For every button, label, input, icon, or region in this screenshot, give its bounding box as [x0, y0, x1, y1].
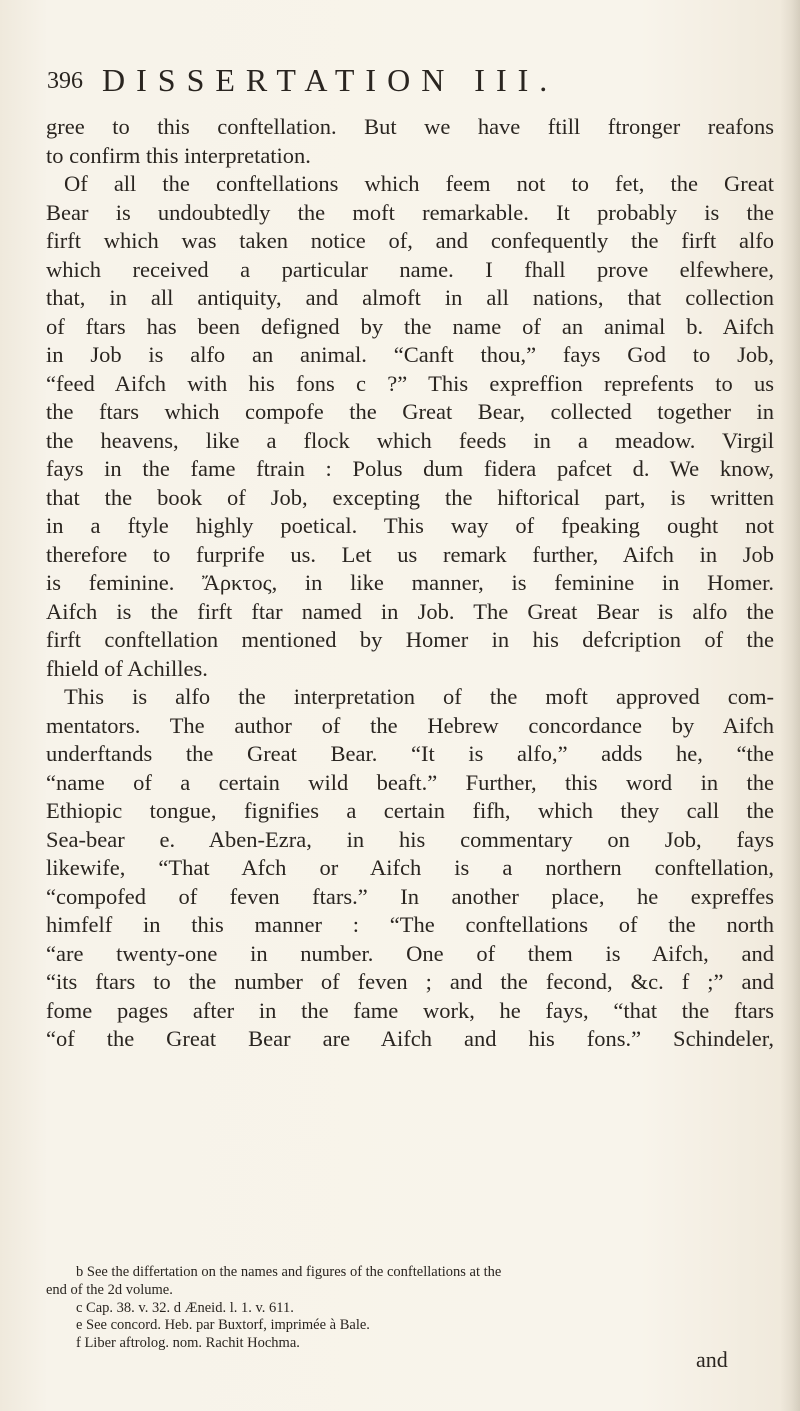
text-line: “its ftars to the number of feven ; and the fecond, &c. f ;” and — [46, 969, 774, 994]
text-line: “compofed of feven ftars.” In another place, he expreffes — [46, 883, 774, 909]
text-line: which received a particular name. I fhall prove elfewhere, — [46, 256, 774, 282]
text-line: Of all the conftellations which feem not to fet, the Great — [64, 171, 774, 196]
text-line: This is alfo the interpretation of the moft approved com- — [64, 684, 774, 709]
running-head: DISSERTATION III. — [102, 62, 559, 98]
text-line: to confirm this interpretation. — [46, 142, 311, 168]
text-line: gree to this conftellation. But we have ftill ftronger reafons — [46, 114, 774, 139]
text-line: “name of a certain wild beaft.” Further, this word in the — [46, 769, 774, 795]
text-line: himfelf in this manner : “The conftellations of the north — [46, 912, 774, 937]
page-edge-shadow — [780, 0, 800, 1411]
text-line: in Job is alfo an animal. “Canft thou,” fays God to Job, — [46, 342, 774, 367]
text-line: firft which was taken notice of, and confequently the firft alfo — [46, 228, 774, 253]
catchword: and — [696, 1347, 728, 1372]
page-header — [47, 62, 767, 102]
text-line: therefore to furprife us. Let us remark further, Aifch in Job — [46, 541, 774, 567]
footnote: e See concord. Heb. par Buxtorf, imprimée à Bale. — [76, 1317, 370, 1334]
text-line: fhield of Achilles. — [46, 655, 208, 681]
footnote: b See the differtation on the names and figures of the conftellations at the — [76, 1264, 502, 1280]
text-line: that the book of Job, excepting the hiftorical part, is written — [46, 484, 774, 510]
text-line: Aifch is the firft ftar named in Job. The Great Bear is alfo the — [46, 598, 774, 624]
text-line: “feed Aifch with his fons c ?” This expreffion reprefents to us — [46, 370, 774, 396]
page-number: 396 — [47, 68, 83, 94]
text-line: the ftars which compofe the Great Bear, collected together in — [46, 399, 774, 424]
text-line: that, in all antiquity, and almoft in all nations, that collection — [46, 285, 774, 310]
text-line: is feminine. Ἄρκτος, in like manner, is feminine in Homer. — [46, 570, 774, 595]
text-line: underftands the Great Bear. “It is alfo,” adds he, “the — [46, 741, 774, 766]
text-line: mentators. The author of the Hebrew concordance by Aifch — [46, 712, 774, 738]
text-line: firft conftellation mentioned by Homer in his defcription of the — [46, 627, 774, 652]
footnote: f Liber aftrolog. nom. Rachit Hochma. — [76, 1335, 300, 1352]
text-line: in a ftyle highly poetical. This way of fpeaking ought not — [46, 513, 774, 538]
text-line: “are twenty-one in number. One of them is Aifch, and — [46, 940, 774, 966]
body-text — [46, 113, 774, 1054]
text-line: Bear is undoubtedly the moft remarkable. It probably is the — [46, 199, 774, 225]
text-line: fays in the fame ftrain : Polus dum fidera pafcet d. We know, — [46, 456, 774, 481]
text-line: the heavens, like a flock which feeds in a meadow. Virgil — [46, 427, 774, 453]
footnote: c Cap. 38. v. 32. d Æneid. l. 1. v. 611. — [76, 1299, 294, 1316]
text-line: “of the Great Bear are Aifch and his fons.” Schindeler, — [46, 1026, 774, 1051]
text-line: likewife, “That Afch or Aifch is a northern conftellation, — [46, 855, 774, 880]
footnote: end of the 2d volume. — [46, 1281, 173, 1298]
text-line: Ethiopic tongue, fignifies a certain fifh, which they call the — [46, 798, 774, 823]
text-line: fome pages after in the fame work, he fays, “that the ftars — [46, 997, 774, 1023]
footnotes — [46, 1264, 774, 1353]
text-line: of ftars has been defigned by the name of an animal b. Aifch — [46, 313, 774, 339]
text-line: Sea-bear e. Aben-Ezra, in his commentary on Job, fays — [46, 826, 774, 852]
